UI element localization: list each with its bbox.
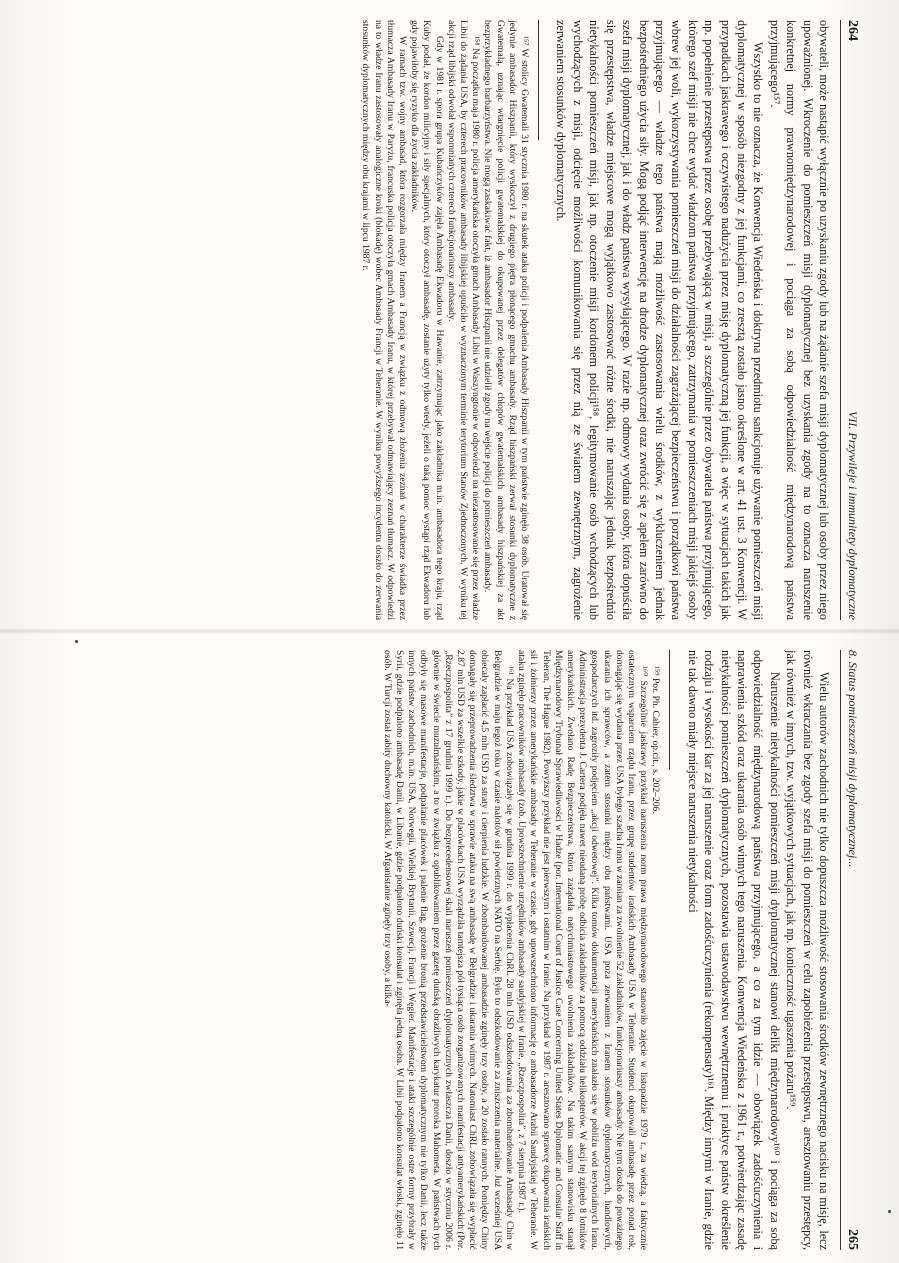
footnote: ¹⁵⁷ W stolicy Gwatemali 31 stycznia 1980 r. na skutek ataku policji i podpalenia Ambasady Hiszpanii w tym państwie zginęło 38 osób. Uratował się jedynie ambasador Hiszpanii, który wyskoczył z drugiego piętra płonącego gmachu ambasady. Rząd hiszpański zerwał stosunki dyplomatyczne z Gwatemalą, uznając wtargnięcie policji gwatemalskiej do okupowanej przez delegatów chłopów gwatemalskich ambasady hiszpańskiej za akt bezprzykładnego barbarzyństwa. Nie mogą zaskakiwać fakt, iż ambasador Hiszpanii nie udzielił zgody na wejście policji do pomieszczeń ambasady.: [482, 20, 531, 620]
footnotes: [381, 650, 662, 1250]
page-number: 265: [845, 1229, 860, 1250]
running-head-title: 8. Status pomieszczeń misji dyplomatycznej...: [846, 650, 860, 868]
scan-speck: [888, 1210, 891, 1213]
paragraph: Wielu autorów zachodnich nie tylko dopuszcza możliwość stosowania środków zewnętrznego nacisku na misję, lecz również wkraczania bez zgody szefa misji do pomieszczeń w celu zapobieżenia przestępstwu, aresztowaniu przestępcy, jak również w innych, tzw. wyjątkowych sytuacjach, jak np. konieczność ugaszenia pożaru¹⁵⁹.: [784, 650, 831, 1250]
footnote: ¹⁶⁰ Szczególnie jaskrawy przykład naruszenia norm prawa międzynarodowego stanowiło zajęcie w listopadzie 1979 r., za wiedzą, a faktycznie ostatecznym wsparciem rządu Iranu, przez grupę studentów irańskich Ambasady USA w Teheranie. Studenci okupowali ambasadę przez ponad rok, domagając się wydania przez USA byłego szacha Iranu w zamian za zwolnienie 52 zakładników, funkcjonariuszy ambasady. Nie tym doszło do poważnego ukarania ich sprawców, a zatem stosunki między obu państwami. USA poza zerwaniem z Iranem stosunków dyplomatycznych, handlowych, gospodarczych itd. zagroziły podjęciem „akcji odwetowej”. Kilka tomów dokumentacji amerykańskich znalazło się w pobliżu wód terytorialnych Iranu. Administracja prezydenta J. Cartera podjęła nawet nieudaną próbę odbicia zakładników za pomocą oddziału helikopterów. W akcji tej zginęło 8 lotników amerykańskich. Zwołano Radę Bezpieczeństwa, która zażądała natychmiastowego uwolnienia zakładników. Na takim samym stanowisku stanął Międzynarodowy Trybunał Sprawiedliwości w Hadze (por. International Court of Justice Case Concerning United States Diplomatic and Consular Staff in Teheran, The Hague 1982). Powyższy przykład nie jest pierwszym i ostatnim w Iranie. Na przykład w 1987 r. aresztowano sprawcę okupowania irańskich sił i żołnierzy przez amerykańskie ambasady w Teheranie w czasie, gdy upowszechniono informację o ambasadorze Arabii Saudyjskiej w Teheranie. W ataku zginęło pracowników ambasady (zob. Upowszechnienie urzędników ambasady saudyjskiej w Iranie, „Rzeczpospolita”, z 7 sierpnia 1987 r.).: [516, 650, 650, 1250]
page-265: [40, 650, 860, 1250]
footnote: W ramach tzw. wojny ambasad, która rozgorzała między Iranem a Francją w związku z odmową złożenia zeznań w charakterze świadka przez tłumacza Ambasady Iranu w Paryżu, francuska policja otoczyła gmach Ambasady Iranu, w której przebywał odmawiający zeznań tłumacz. W odpowiedzi na to władze Iranu zastosowały analogiczne kroki (blokadę) wobec Ambasady Francji w Teheranie. W wyniku powyższego incydentu doszło do zerwania stosunków dyplomatycznych między obu krajami w lipcu 1987 r.: [360, 20, 409, 620]
main-text: [684, 650, 832, 1250]
footnote: ¹⁶¹ Na przykład USA zobowiązały się w grudnia 1999 r. do wypłacenia ChRL 28 mln USD odszkodowania za zbombardowanie Ambasady Chin w Belgradzie w maju tegoż roku w czasie nalotów sił powietrznych NATO na Serbię. Było to odszkodowanie za zniszczenia materialne. Już wcześniej USA obiecały zapłacić 4,5 mln USD za straty i cierpienia ludzkie. W zbombardowanej ambasadzie zginęły trzy osoby, a 20 zostało rannych. Pomiędzy Chiny domagały się przeprowadzenia śledztwa w sprawie ataku na swą ambasadę w Belgradzie i ukarania winnych. Natomiast ChRL zobowiązała się wypłacić 2,87 mln USD za wszelkie szkody, jakie w placówkach USA wyrządziła tamtejsza pół tysiąca osób zorganizowanych manifestacji antyamerykańskich (Por. „Rzeczpospolita” z 17 grudnia 1999 r.). Do bezprecedensowej skali naruszeń pomieszczeń dyplomatycznych zwłaszcza Danii, doszło w styczniu 2006 r. głównie w świecie muzułmańskim, a to w związku z opublikowaniem przez gazetę duńską obraźliwych karykatur proroka Mahometa. W państwach tych odbyły się masowe manifestacje, podpalanie placówek i palenie flag, grożenie bronią przedstawicielstwom dyplomatycznym nie tylko Danii, lecz także innych państw zachodnich, m.in. USA, Norwegii, Wielkiej Brytanii, Szwecji, Francji i Węgier. Manifestacje i ataki szczególnie ostre formy przybrały w Syrii, gdzie podpalono ambasadę Danii, w Libanie, gdzie podpalono duński konsulat i zginęła jedna osoba. W Libii podpalono konsulat włoski, zginęło 11 osób. W Turcji został zabity duchowny katolicki. W Afganistanie zginęły trzy osoby, a kilka-: [381, 650, 515, 1250]
paragraph: Wszystko to nie oznacza, że Konwencja Wiedeńska i doktryna przedmiotu sankcjonuje używanie pomieszczeń misji dyplomatycznej w sposób niezgodny z jej funkcjami, co zresztą zostało jasno określone w art. 41 ust. 3 Konwencji. W przypadkach jaskrawego i oczywistego nadużycia przez misję dyplomatyczną jej funkcji, a więc w sytuacjach takich jak np. popełnienie przestępstwa przez osobę przebywającą w misji, a szczególnie przez obywatela państwa przyjmującego, którego szef misji nie chce wydać władzom państwa przyjmującego, zatrzymania w pomieszczeniach misji jakiejś osoby wbrew jej woli, wykorzystywania pomieszczeń misji do działalności zagrażającej bezpieczeństwu i porządkowi państwa przyjmującego — władze tego państwa mają możliwość zastosowania wielu środków, z wykluczeniem jednak bezpośredniego użycia siły. Mogą podjąć interwencję na drodze dyplomatycznej oraz zwrócić się z apelem zarówno do szefa misji dyplomatycznej, jak i do władz państwa wysyłającego. W razie np. odmowy wydania osoby, która dopuściła się przestępstwa, władze miejscowe mogą wyjątkowo zastosować różne środki, nie naruszając jednak bezpośrednio nietykalności pomieszczeń misji, jak np. otoczenie misji kordonem policji¹⁵⁸, legitymowanie osób wchodzących lub wychodzących z misji, odcięcie możliwości komunikowania się przez nią ze światem zewnętrznym, zagrożenie zerwaniem stosunków dyplomatycznych.: [554, 20, 766, 620]
paragraph: Naruszenie nietykalności pomieszczeń misji dyplomatycznej stanowi delikt międzynarodowy¹⁶⁰ i pociąga za sobą odpowiedzialność międzynarodową państwa przyjmującego, a co za tym idzie — obowiązek zadośćuczynienia i naprawienia szkód oraz ukarania osób winnych tego naruszenia. Konwencja Wiedeńska z 1961 r., potwierdzając zasadę nietykalności pomieszczeń dyplomatycznych, pozostawia ustawodawstwu wewnętrznemu i praktyce państw określenie rodzaju i wysokości kar za jej naruszenie oraz form zadośćuczynienia (rekompensaty)¹⁶¹. Między innymi w Iranie, gdzie nie tak dawno miały miejsce naruszenia nietykalności: [685, 650, 782, 1250]
paragraph: obywateli, może nastąpić wyłącznie po uzyskaniu zgody lub na żądanie szefa misji dyplomatycznej lub osoby przez niego upoważnionej. Wkroczenie do pomieszczeń misji dyplomatycznej bez uzyskania zgody na to oznacza naruszenie konkretnej normy prawnomiędzynarodowej i pociąga za sobą odpowiedzialność międzynarodową państwa przyjmującego¹⁵⁷.: [767, 20, 831, 620]
running-head-title: VII. Przywileje i immunitety dyplomatyczne: [846, 411, 860, 620]
running-head: [840, 650, 860, 1250]
page-number: 264: [845, 20, 860, 41]
footnotes: [359, 20, 530, 620]
footnote: Gdy w 1981 r. spora grupa Kubańczyków zajęła Ambasadę Ekwadoru w Hawanie, zatrzymując jako zakładnika m.in. ambasadora tego kraju, rząd Kuby podał, że kordon milicyjny i siły specjalnych, który otoczył ambasadę, zostanie użyty tylko wtedy, jeżeli o taką pomoc wystąpi rząd Ekwadoru lub gdy pojawiłoby się ryzyko dla życia zakładników.: [409, 20, 445, 620]
footnote-separator: [538, 20, 539, 140]
page-264: [40, 20, 860, 620]
scan-speck: [75, 640, 78, 643]
footnote: ¹⁵⁸ Na początku maja 1980 r. policja amerykańska otoczyła gmach Ambasady Libii w Waszyngtonie w odpowiedzi na niezastosowanie się przez władze Libii do żądania USA, by czterech pracowników ambasady libijskiej opuściło w wyznaczonym terminie terytorium Stanów Zjednoczonych. W wyniku tej akcji rząd libijski odwołał wspomnianych czterech funkcjonariuszy ambasady.: [445, 20, 482, 620]
main-text: [553, 20, 832, 620]
book-gutter: [0, 628, 899, 634]
footnote-separator: [669, 650, 670, 770]
running-head: [840, 20, 860, 620]
footnote: ¹⁵⁹ Por. Ph. Cahier, op.cit., s. 202–206.: [650, 666, 662, 814]
